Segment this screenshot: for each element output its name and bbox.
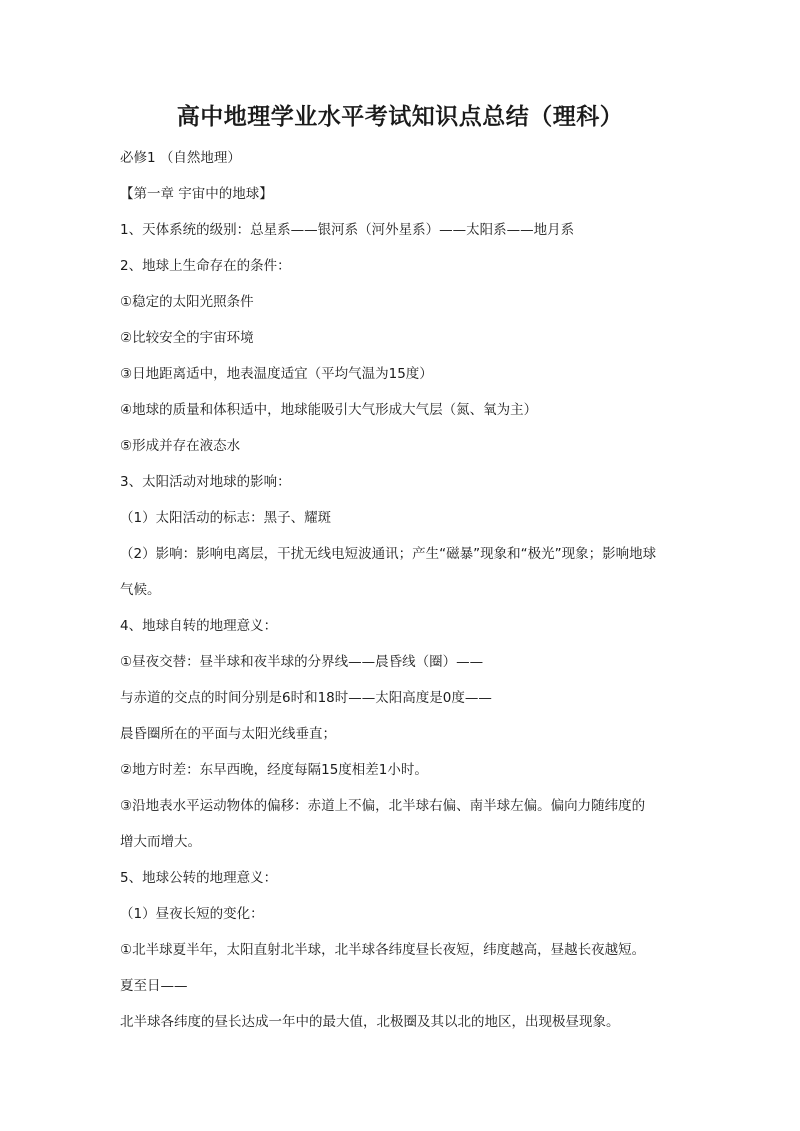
line-item-4-3-cont: 增大而增大。 — [120, 834, 201, 850]
document-title: 高中地理学业水平考试知识点总结（理科） — [176, 103, 624, 130]
line-item-2: 2、地球上生命存在的条件： — [120, 258, 291, 274]
line-item-5-1-summer: 夏至日—— — [120, 978, 188, 994]
line-section-heading: 必修1 （自然地理） — [120, 150, 241, 166]
line-item-3-2: （2）影响：影响电离层，干扰无线电短波通讯；产生“磁暴”现象和“极光”现象；影响地球 — [120, 546, 657, 562]
line-item-2-3: ③日地距离适中，地表温度适宜（平均气温为15度） — [120, 366, 433, 382]
line-item-2-5: ⑤形成并存在液态水 — [120, 438, 241, 454]
line-item-4-1: ①昼夜交替：昼半球和夜半球的分界线——晨昏线（圈）—— — [120, 654, 484, 670]
line-chapter-heading: 【第一章 宇宙中的地球】 — [120, 186, 273, 202]
line-item-3: 3、太阳活动对地球的影响： — [120, 474, 291, 490]
line-item-2-4: ④地球的质量和体积适中，地球能吸引大气形成大气层（氮、氧为主） — [120, 402, 538, 418]
line-item-4-1-cont-b: 晨昏圈所在的平面与太阳光线垂直； — [120, 726, 336, 742]
line-item-3-2-cont: 气候。 — [120, 582, 161, 598]
line-item-5: 5、地球公转的地理意义： — [120, 870, 278, 886]
line-item-1: 1、天体系统的级别：总星系——银河系（河外星系）——太阳系——地月系 — [120, 222, 575, 238]
line-item-2-1: ①稳定的太阳光照条件 — [120, 294, 254, 310]
line-item-5-1-1: ①北半球夏半年，太阳直射北半球，北半球各纬度昼长夜短，纬度越高，昼越长夜越短。 — [120, 942, 646, 958]
line-item-5-1-summer-cont: 北半球各纬度的昼长达成一年中的最大值，北极圈及其以北的地区，出现极昼现象。 — [120, 1014, 620, 1030]
line-item-5-1: （1）昼夜长短的变化： — [120, 906, 264, 922]
line-item-4: 4、地球自转的地理意义： — [120, 618, 278, 634]
line-item-3-1: （1）太阳活动的标志：黑子、耀斑 — [120, 510, 332, 526]
line-item-2-2: ②比较安全的宇宙环境 — [120, 330, 254, 346]
line-item-4-3: ③沿地表水平运动物体的偏移：赤道上不偏，北半球右偏、南半球左偏。偏向力随纬度的 — [120, 798, 646, 814]
line-item-4-1-cont-a: 与赤道的交点的时间分别是6时和18时——太阳高度是0度—— — [120, 690, 492, 706]
line-item-4-2: ②地方时差：东早西晚，经度每隔15度相差1小时。 — [120, 762, 428, 778]
